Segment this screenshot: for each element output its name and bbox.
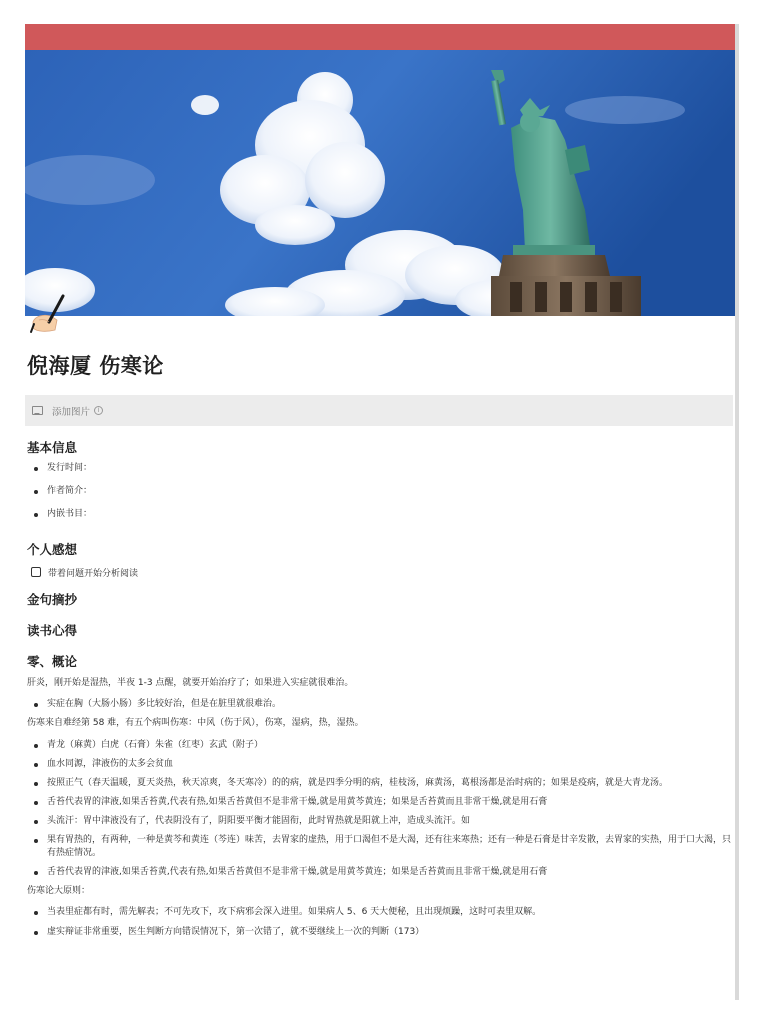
bullet-list [27, 906, 735, 939]
info-icon[interactable]: i [94, 406, 103, 415]
heading-overview: 零、概论 [27, 654, 78, 669]
heading-feelings: 个人感想 [27, 542, 78, 557]
list-item[interactable]: 作者简介： [27, 485, 735, 508]
list-item[interactable]: 发行时间： [27, 462, 735, 485]
bullet-list [27, 698, 735, 711]
list-item[interactable]: 虚实辩证非常重要，医生判断方向错误情况下，第一次错了，就不要继续上一次的判断（173） [27, 926, 735, 939]
list-item[interactable]: 血水同源，津液伤的太多会贫血 [27, 758, 735, 771]
document-body [25, 351, 739, 939]
heading-quotes: 金句摘抄 [27, 592, 78, 607]
scrollbar[interactable] [735, 24, 739, 1000]
basic-info-list [27, 462, 735, 531]
page-title[interactable]: 倪海厦 伤寒论 [27, 354, 164, 378]
cover-image[interactable] [25, 50, 735, 316]
paragraph[interactable]: 肝炎，刚开始是湿热，半夜 1-3 点醒，就要开始治疗了；如果进入实症就很难治。 [27, 678, 354, 688]
list-item[interactable]: 舌苔代表胃的津液,如果舌苔黄,代表有热,如果舌苔黄但不是非常干燥,就是用黄芩黄连；如果是舌苔黄而且非常干燥,就是用石膏 [27, 866, 735, 879]
list-item[interactable]: 实症在胸（大肠小肠）多比较好治，但是在脏里就很难治。 [27, 698, 735, 711]
image-icon [32, 406, 43, 415]
heading-basic-info: 基本信息 [27, 440, 78, 455]
top-color-bar [25, 24, 735, 50]
list-item[interactable]: 按照正气（春天温暖，夏天炎热，秋天凉爽，冬天寒冷）的的病，就是四季分明的病，桂枝汤，麻黄汤，葛根汤都是治时病的；如果是疫病，就是大青龙汤。 [27, 777, 735, 790]
document-page [25, 24, 739, 1000]
todo-checkbox[interactable] [31, 567, 41, 577]
writing-hand-icon[interactable] [27, 292, 69, 338]
list-item[interactable]: 果有胃热的，有两种，一种是黄芩和黄连（芩连）味苦，去胃家的虚热，用于口渴但不是大渴，还有往来寒热；还有一种是石膏是甘辛发散，去胃家的实热，用于口大渴，只有热症情况。 [27, 834, 735, 860]
list-item[interactable]: 头流汗：胃中津液没有了，代表阴没有了，阴阳要平衡才能固衔，此时胃热就是阳就上冲，造成头流汗。如 [27, 815, 735, 828]
list-item[interactable]: 舌苔代表胃的津液,如果舌苔黄,代表有热,如果舌苔黄但不是非常干燥,就是用黄芩黄连；如果是舌苔黄而且非常干燥,就是用石膏 [27, 796, 735, 809]
add-image-bar[interactable] [25, 395, 733, 426]
paragraph[interactable]: 伤寒论大原则： [27, 886, 91, 896]
paragraph[interactable]: 伤寒来自难经第 58 难，有五个病叫伤寒：中风（伤于风），伤寒，湿病，热，湿热。 [27, 718, 364, 728]
bullet-list [27, 739, 735, 879]
add-image-label: 添加图片 [52, 406, 91, 418]
list-item[interactable]: 当表里症都有时，需先解表；不可先攻下，攻下病邪会深入进里。如果病人 5、6 天大便秘，且出现烦躁，这时可表里双解。 [27, 906, 735, 919]
cover-statue-of-liberty-image [25, 50, 735, 316]
todo-label[interactable]: 带着问题开始分析阅读 [48, 568, 139, 579]
list-item[interactable]: 内嵌书目： [27, 508, 735, 531]
list-item[interactable]: 青龙（麻黄）白虎（石膏）朱雀（红枣）玄武（附子） [27, 739, 735, 752]
todo-item [27, 565, 735, 579]
heading-notes: 读书心得 [27, 623, 78, 638]
